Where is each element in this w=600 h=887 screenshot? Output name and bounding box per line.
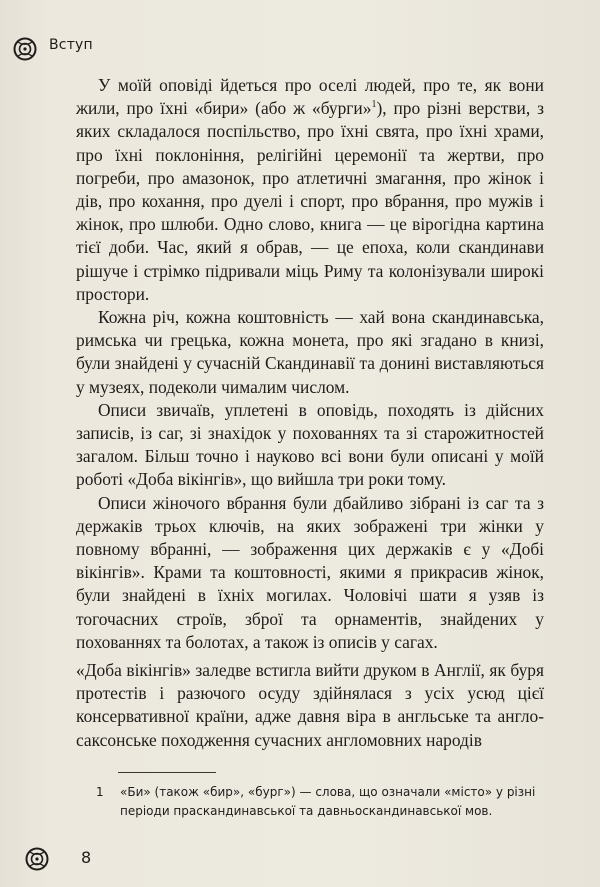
- paragraph: «Доба вікінгів» заледве встигла вийти друком в Англії, як буря протестів і разючого осуду здійнялася з усіх усюд цієї консервативної країни, адже давня віра в англьське та англо-саксонське походження сучасних англомовних народів: [76, 660, 544, 750]
- footnote-divider: [118, 772, 216, 773]
- footnote-number: 1: [96, 785, 104, 799]
- paragraph: У моїй оповіді йдеться про оселі людей, про те, як вони жили, про їхні «бири» (або ж «бурги»$^1$), про різні верстви, з яких складалося поспільство, про їхні свята, про їхні храми, про їхні поклоніння, релігійні церемонії та жертви, про погреби, про амазонок, про атлетичні змагання, про жінок і дів, про кохання, про дуелі і спорт, про вбрання, про мужів і жінок, про шлюби. Одно слово, книга — це вірогідна картина тієї доби. Час, який я обрав, — це епоха, коли скандинави рішуче і стрімко підривали міць Риму та колонізували широкі простори.: [76, 75, 544, 304]
- paragraph: Кожна річ, кожна коштовність — хай вона скандинавська, римська чи грецька, кожна монета, про які згадано в книзі, були знайдені у сучасній Скандинавії та донині виставляються у музеях, подеколи чималим числом.: [76, 307, 544, 397]
- footnote-text: «Би» (також «бир», «бург») — слова, що означали «місто» у різні періоди праскандинавської та давньоскандинавської мов.: [120, 785, 536, 818]
- footnote-reference[interactable]: 1: [371, 99, 377, 111]
- paragraph: Описи звичаїв, уплетені в оповідь, походять із дійсних записів, із саг, зі знахідок у похованнях та зі старожитностей загалом. Більш точно і науково всі вони були описані у моїй роботі «Доба вікінгів», що вийшла три роки тому.: [76, 399, 544, 490]
- section-text: [76, 659, 544, 752]
- footnote: [96, 783, 536, 821]
- paragraph: Описи жіночого вбрання були дбайливо зібрані із саг та з держаків трьох ключів, на яких зображені три жінки у повному вбранні, — зображення цих держаків є у «Добі вікінгів». Крами та коштовності, якими я прикрасив жінок, були знайдені в їхніх могилах. Чоловічі шати я узяв із тогочасних строїв, зброї та орнаментів, знайдених у похованнях та болотах, а також із описів у сагах.: [76, 492, 544, 652]
- running-title: Вступ: [49, 37, 93, 53]
- celtic-knot-icon: [24, 846, 50, 872]
- main-text: [76, 74, 544, 654]
- page-number: 8: [81, 848, 92, 867]
- celtic-knot-icon: [12, 36, 38, 62]
